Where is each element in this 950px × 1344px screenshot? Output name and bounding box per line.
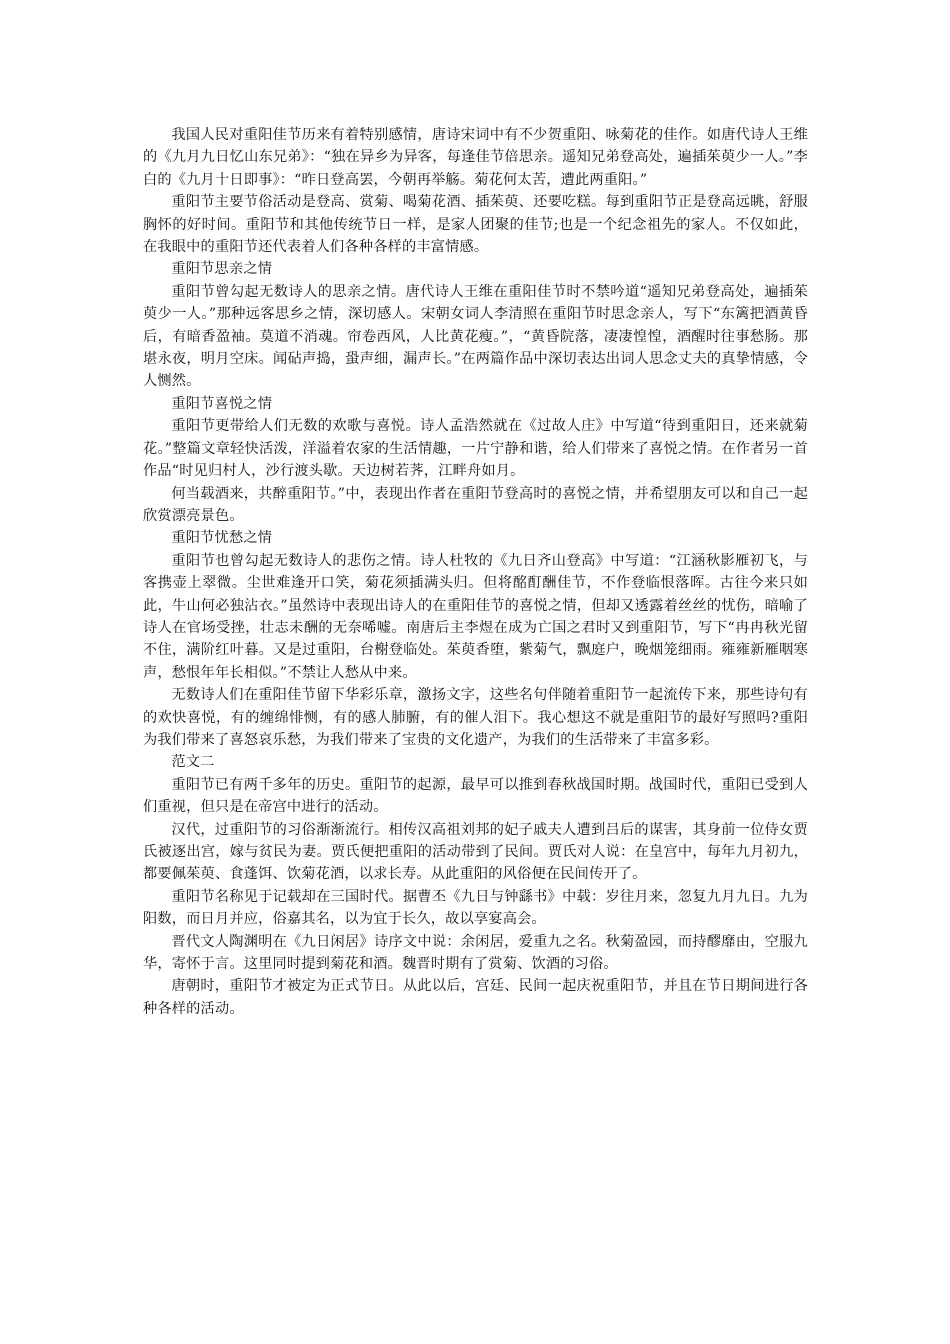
paragraph-intro: 我国人民对重阳佳节历来有着特别感情，唐诗宋词中有不少贺重阳、咏菊花的佳作。如唐代诗人王维的《九月九日忆山东兄弟》：“独在异乡为异客，每逢佳节倍思亲。遥知兄弟登高处，遍插茱萸少一人。”李白的《九月十日即事》：“昨日登高罢，今朝再举觞。菊花何太苦，遭此两重阳。”	[143, 127, 808, 188]
paragraph-joy-continued: 何当载酒来，共醉重阳节。”中，表现出作者在重阳节登高时的喜悦之情，并希望朋友可以和自己一起欣赏漂亮景色。	[143, 485, 808, 524]
paragraph-history-han: 汉代，过重阳节的习俗渐渐流行。相传汉高祖刘邦的妃子戚夫人遭到吕后的谋害，其身前一位侍女贾氏被逐出宫，嫁与贫民为妻。贾氏便把重阳的活动带到了民间。贾氏对人说：在皇宫中，每年九月初九，都要佩茱萸、食蓬饵、饮菊花酒，以求长寿。从此重阳的风俗便在民间传开了。	[143, 821, 808, 883]
paragraph-family-longing: 重阳节曾勾起无数诗人的思亲之情。唐代诗人王维在重阳佳节时不禁吟道“遥知兄弟登高处，遍插茱萸少一人。”那种远客思乡之情，深切感人。宋朝女词人李清照在重阳节时思念亲人，写下“东篱把酒黄昏后，有暗香盈袖。莫道不消魂。帘卷西风，人比黄花瘦。”，“黄昏院落，凄凄惶惶，酒醒时往事愁肠。那堪永夜，明月空床。闻砧声捣，蛩声细，漏声长。”在两篇作品中深切表达出词人思念丈夫的真挚情感，令人恻然。	[143, 283, 808, 390]
section-heading-sample-two: 范文二	[171, 754, 215, 771]
paragraph-joy: 重阳节更带给人们无数的欢歌与喜悦。诗人孟浩然就在《过故人庄》中写道“待到重阳日，还来就菊花。”整篇文章轻快活泼，洋溢着农家的生活情趣，一片宁静和谐，给人们带来了喜悦之情。在作者另一首作品“时见归村人，沙行渡头歇。天边树若荠，江畔舟如月。	[143, 418, 808, 480]
section-heading-joy: 重阳节喜悦之情	[171, 395, 273, 412]
paragraph-history-jin: 晋代文人陶渊明在《九日闲居》诗序文中说：余闲居，爱重九之名。秋菊盈园，而持醪靡由，空服九华，寄怀于言。这里同时提到菊花和酒。魏晋时期有了赏菊、饮酒的习俗。	[143, 933, 808, 973]
paragraph-customs: 重阳节主要节俗活动是登高、赏菊、喝菊花酒、插茱萸、还要吃糕。每到重阳节正是登高远眺，舒服胸怀的好时间。重阳节和其他传统节日一样，是家人团聚的佳节;也是一个纪念祖先的家人。不仅如此，在我眼中的重阳节还代表着人们各种各样的丰富情感。	[143, 194, 808, 256]
section-heading-family-longing: 重阳节思亲之情	[171, 261, 273, 278]
paragraph-history-origin: 重阳节已有两千多年的历史。重阳节的起源，最早可以推到春秋战国时期。战国时代，重阳已受到人们重视，但只是在帝宫中进行的活动。	[143, 776, 808, 816]
paragraph-history-three-kingdoms: 重阳节名称见于记载却在三国时代。据曹丕《九日与钟繇书》中载：岁往月来，忽复九月九日。九为阳数，而日月并应，俗嘉其名，以为宜于长久，故以享宴高会。	[143, 888, 808, 928]
paragraph-conclusion: 无数诗人们在重阳佳节留下华彩乐章，激扬文字，这些名句伴随着重阳节一起流传下来，那些诗句有的欢快喜悦，有的缠绵悱恻，有的感人肺腑，有的催人泪下。我心想这不就是重阳节的最好写照吗?重阳为我们带来了喜怒哀乐愁，为我们带来了宝贵的文化遗产，为我们的生活带来了丰富多彩。	[143, 687, 808, 748]
section-heading-sorrow: 重阳节忧愁之情	[171, 530, 273, 547]
paragraph-sorrow: 重阳节也曾勾起无数诗人的悲伤之情。诗人杜牧的《九日齐山登高》中写道：“江涵秋影雁初飞，与客携壶上翠微。尘世难逢开口笑，菊花须插满头归。但将酩酊酬佳节，不作登临恨落晖。古往今来只如此，牛山何必独沾衣。”虽然诗中表现出诗人的在重阳佳节的喜悦之情，但却又透露着丝丝的忧伤，暗喻了诗人在官场受挫，壮志未酬的无奈唏嘘。南唐后主李煜在成为亡国之君时又到重阳节，写下“冉冉秋光留不住，满阶红叶暮。又是过重阳，台榭登临处。茱萸香堕，紫菊气，飘庭户，晚烟笼细雨。雍雍新雁咽寒声，愁恨年年长相似。”不禁让人愁从中来。	[143, 552, 808, 681]
paragraph-history-tang: 唐朝时，重阳节才被定为正式节日。从此以后，宫廷、民间一起庆祝重阳节，并且在节日期间进行各种各样的活动。	[143, 978, 808, 1017]
document-body	[143, 124, 808, 1020]
